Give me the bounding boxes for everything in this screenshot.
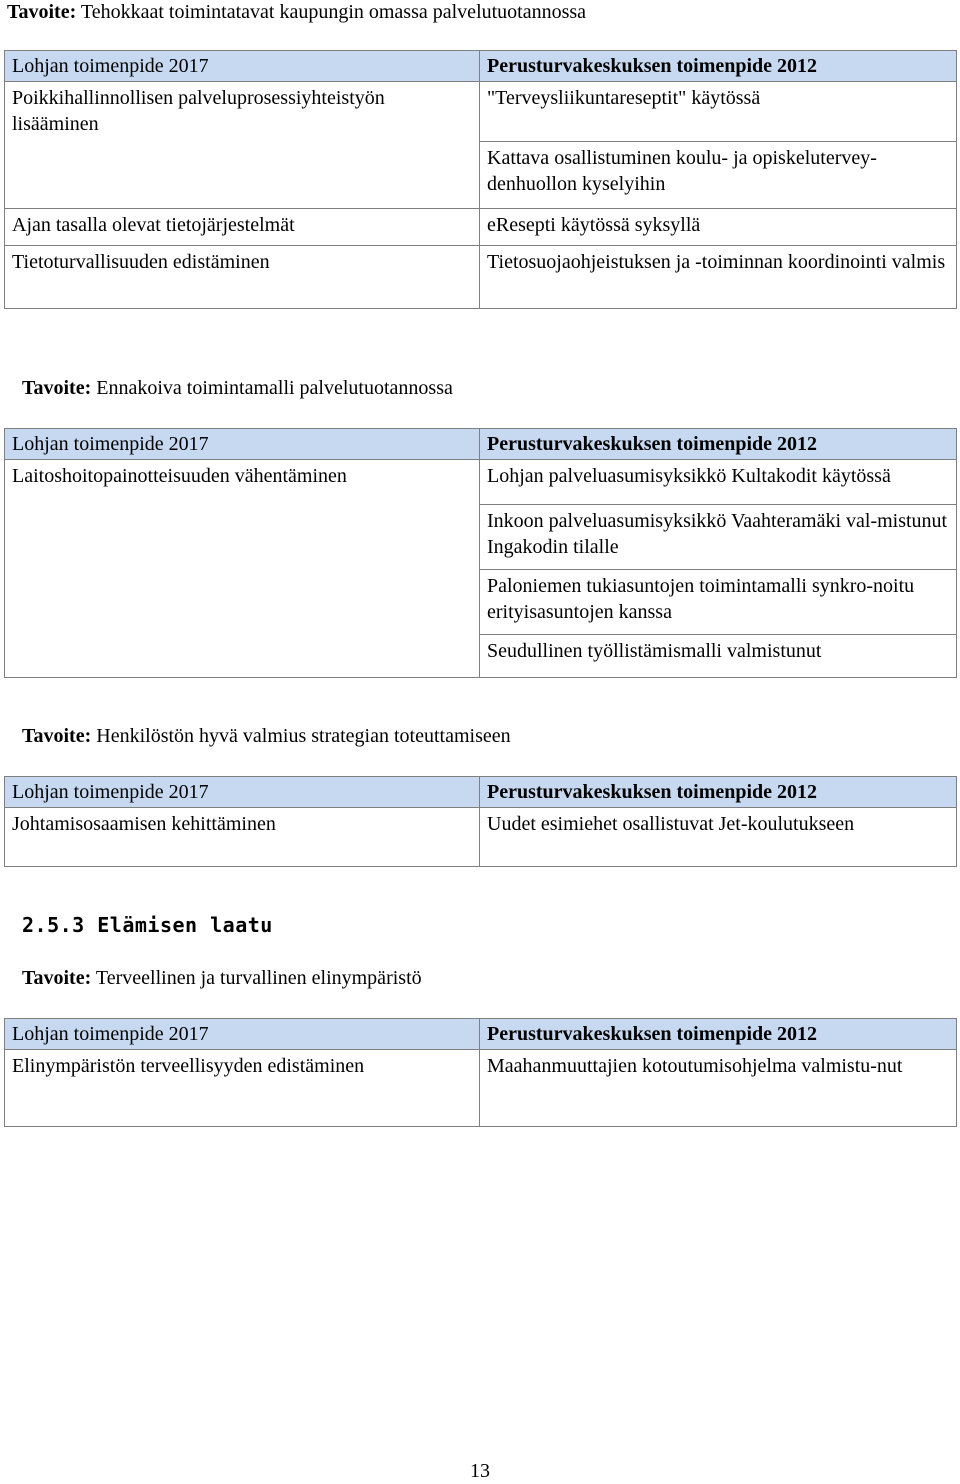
goal-2-title [22, 375, 453, 401]
table-cell: Seudullinen työllistämismalli valmistunut [480, 635, 957, 678]
goal-2-text: Ennakoiva toimintamalli palvelutuotannossa [96, 377, 453, 399]
section-heading: 2.5.3 Elämisen laatu [22, 913, 273, 937]
goal-4-table [4, 1018, 957, 1127]
goal-1-text: Tehokkaat toimintatavat kaupungin omassa palvelutuotannossa [80, 1, 587, 23]
col2-header: Perusturvakeskuksen toimenpide 2012 [480, 1019, 957, 1050]
table-row [5, 808, 957, 867]
table-row [5, 246, 957, 309]
goal-4-text: Terveellinen ja turvallinen elinympäristö [95, 967, 422, 989]
table-header-row [5, 777, 957, 808]
table-header-row [5, 51, 957, 82]
table-cell: Lohjan palveluasumisyksikkö Kultakodit käytössä [480, 460, 957, 505]
goal-3-title [22, 723, 511, 749]
col2-header: Perusturvakeskuksen toimenpide 2012 [480, 429, 957, 460]
table-cell: Poikkihallinnollisen palveluprosessiyhteistyön lisääminen [5, 82, 480, 209]
goal-1-table [4, 50, 957, 309]
table-cell: Ajan tasalla olevat tietojärjestelmät [5, 209, 480, 246]
table-cell: Elinympäristön terveellisyyden edistäminen [5, 1050, 480, 1127]
goal-label: Tavoite: [22, 725, 92, 747]
table-header-row [5, 429, 957, 460]
table-cell: Laitoshoitopainotteisuuden vähentäminen [5, 460, 480, 678]
goal-3-table [4, 776, 957, 867]
table-cell: Maahanmuuttajien kotoutumisohjelma valmistu-nut [480, 1050, 957, 1127]
table-row [5, 1050, 957, 1127]
col2-header: Perusturvakeskuksen toimenpide 2012 [480, 777, 957, 808]
goal-label: Tavoite: [22, 967, 92, 989]
table-header-row [5, 1019, 957, 1050]
table-cell: eResepti käytössä syksyllä [480, 209, 957, 246]
col1-header: Lohjan toimenpide 2017 [5, 51, 480, 82]
table-cell: Johtamisosaamisen kehittäminen [5, 808, 480, 867]
goal-label: Tavoite: [22, 377, 92, 399]
table-cell: Inkoon palveluasumisyksikkö Vaahteramäki val-mistunut Ingakodin tilalle [480, 505, 957, 570]
goal-label: Tavoite: [7, 1, 77, 23]
col1-header: Lohjan toimenpide 2017 [5, 429, 480, 460]
table-row [5, 209, 957, 246]
table-cell: Tietoturvallisuuden edistäminen [5, 246, 480, 309]
goal-1-title [7, 0, 586, 25]
table-cell: Paloniemen tukiasuntojen toimintamalli synkro-noitu erityisasuntojen kanssa [480, 570, 957, 635]
goal-4-title [22, 965, 422, 991]
col2-header: Perusturvakeskuksen toimenpide 2012 [480, 51, 957, 82]
table-cell: "Terveysliikuntareseptit" käytössä [480, 82, 957, 142]
table-cell: Kattava osallistuminen koulu- ja opiskelutervey-denhuollon kyselyihin [480, 142, 957, 209]
table-row [5, 82, 957, 142]
table-row [5, 460, 957, 505]
table-cell: Tietosuojaohjeistuksen ja -toiminnan koordinointi valmis [480, 246, 957, 309]
goal-3-text: Henkilöstön hyvä valmius strategian toteuttamiseen [96, 725, 511, 747]
goal-2-table [4, 428, 957, 678]
col1-header: Lohjan toimenpide 2017 [5, 777, 480, 808]
page-number: 13 [470, 1460, 490, 1482]
table-cell: Uudet esimiehet osallistuvat Jet-koulutukseen [480, 808, 957, 867]
col1-header: Lohjan toimenpide 2017 [5, 1019, 480, 1050]
